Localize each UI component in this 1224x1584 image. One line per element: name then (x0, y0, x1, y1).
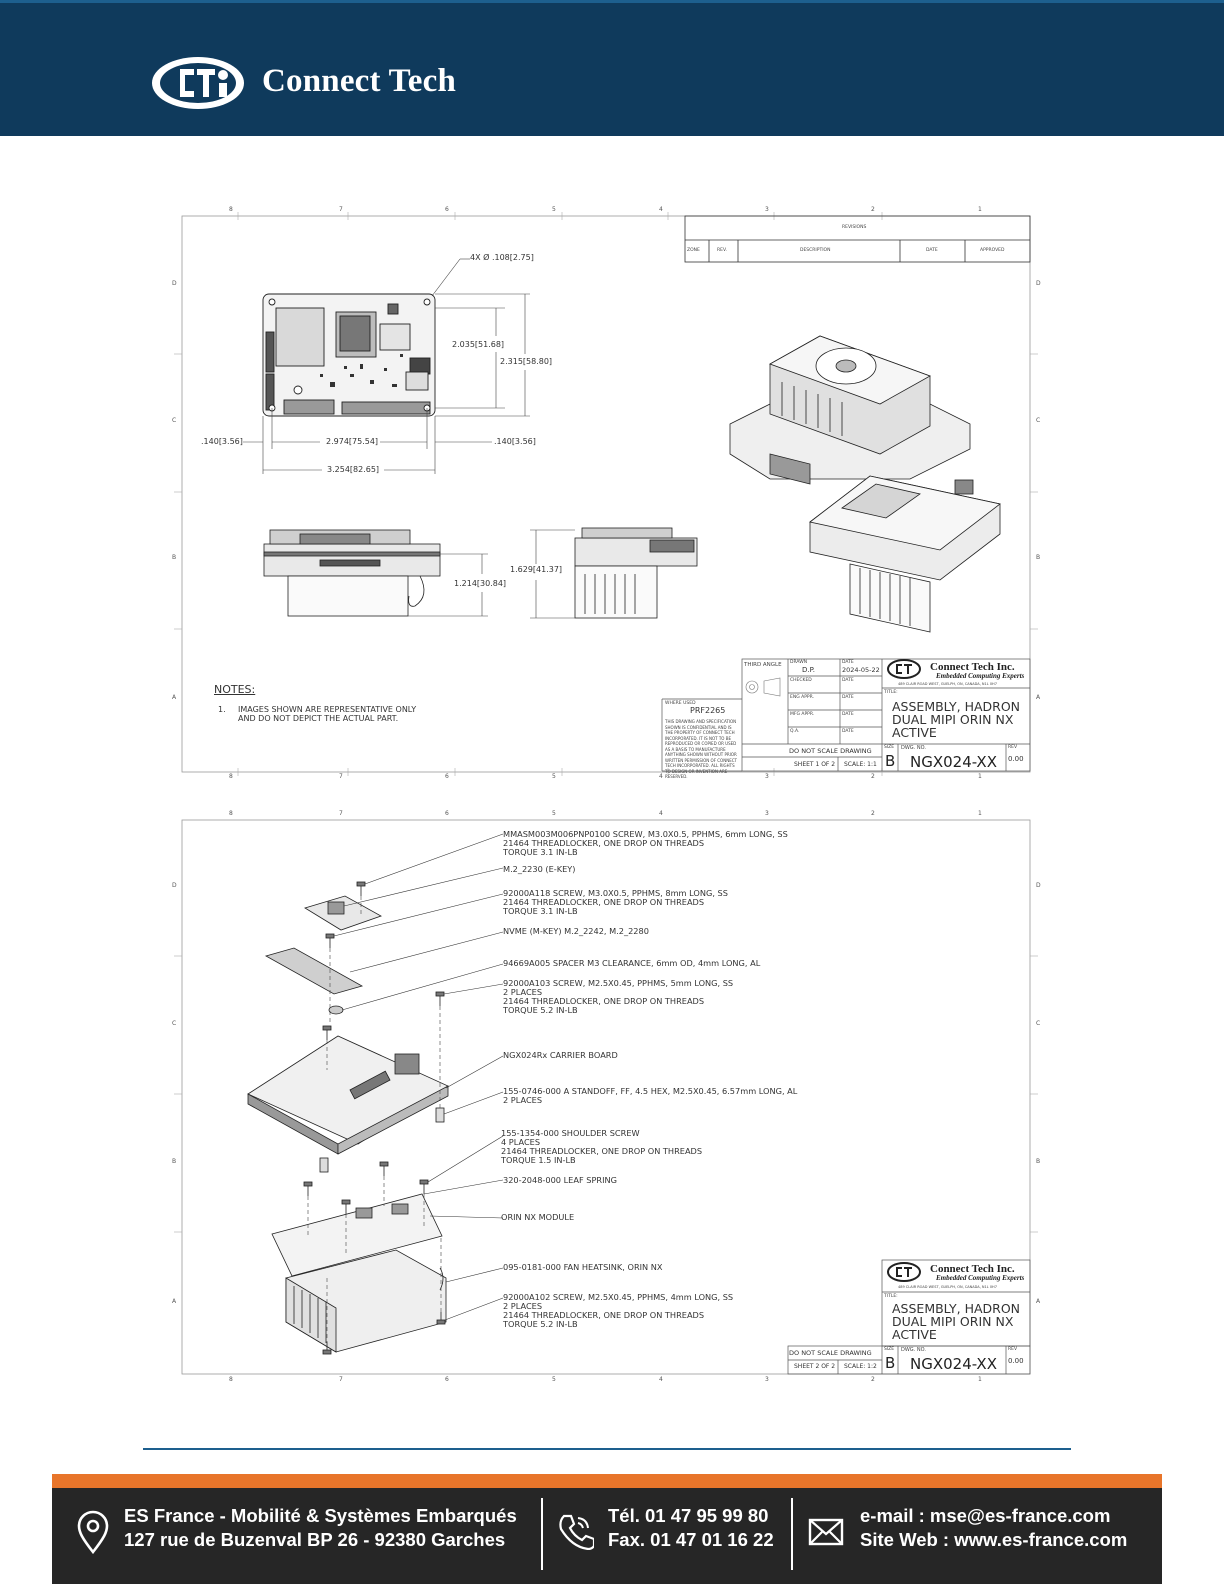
dim-width-outer: 3.254[82.65] (327, 465, 380, 474)
notes-line-2: AND DO NOT DEPICT THE ACTUAL PART. (238, 714, 399, 723)
sheet-number: SHEET 2 OF 2 (794, 1363, 836, 1370)
callout-carrier-board: NGX024Rx CARRIER BOARD (503, 1050, 618, 1060)
zone-label: D (172, 882, 177, 889)
callout-m25-screw: 92000A103 SCREW, M2.5X0.45, PPHMS, 5mm LONG, SS 2 PLACES 21464 THREADLOCKER, ONE DROP ON THREADS TORQUE 5.2 IN-LB (503, 978, 734, 1015)
date-label: DATE (842, 729, 854, 734)
notes-heading: NOTES: (214, 683, 256, 696)
drawing-sheet-1 (170, 204, 1050, 784)
footer-contact-block (860, 1504, 1127, 1552)
footer-divider (791, 1498, 793, 1570)
no-scale-label: DO NOT SCALE DRAWING (789, 1349, 872, 1357)
eng-appr-label: ENG APPR. (790, 695, 815, 700)
zone-label: 4 (659, 810, 663, 817)
zone-label: 2 (871, 810, 875, 817)
zone-label: 2 (871, 1376, 875, 1383)
dim-width-inner: 2.974[75.54] (326, 437, 379, 446)
scale-value: SCALE: 1:2 (844, 1363, 877, 1370)
drawing-title-line-3: ACTIVE (892, 1327, 937, 1342)
proprietary-notice: THIS DRAWING AND SPECIFICATION SHOWN IS CONFIDENTIAL AND IS THE PROPERTY OF CONNECT TECH INCORPORATED. IT IS NOT TO BE REPRODUCED OR COPIED OR USED AS A BASIS TO MANUFACTURE ANYTHING SHOWN WITHOUT PRIOR WRITTEN PERMISSION OF CONNECT TECH INCORPORATED. ALL RIGHTS TO DESIGN OR INVENTION ARE RESERVED. (665, 719, 737, 779)
company-address: 489 CLAIR ROAD WEST, GUELPH, ON, CANADA, N1L 0H7 (898, 1285, 997, 1289)
connect-tech-logo (150, 55, 246, 111)
zone-label: C (1036, 1020, 1041, 1027)
iso-heatsink-view (730, 336, 970, 484)
company-tagline: Embedded Computing Experts (936, 1274, 1025, 1282)
title-label: TITLE: (884, 1294, 898, 1299)
zone-label: A (1036, 694, 1041, 701)
size-label: SIZE (884, 1347, 895, 1352)
zone-label: 8 (229, 206, 233, 213)
zone-label: 5 (552, 1376, 556, 1383)
zone-label: 3 (765, 773, 769, 780)
zone-label: B (1036, 1158, 1041, 1165)
company-tagline: Embedded Computing Experts (936, 672, 1025, 680)
zone-label: 3 (765, 810, 769, 817)
zone-label: C (172, 417, 177, 424)
drawing-title-line-1: ASSEMBLY, HADRON (892, 699, 1021, 714)
zone-label: 7 (339, 810, 343, 817)
zone-label: B (172, 554, 177, 561)
zone-label: 8 (229, 773, 233, 780)
title-label: TITLE: (884, 690, 898, 695)
rev-value: 0.00 (1008, 755, 1024, 763)
zone-label: B (1036, 554, 1041, 561)
zone-label: 4 (659, 1376, 663, 1383)
location-pin-icon (76, 1510, 110, 1554)
callout-m3-screw: 92000A118 SCREW, M3.0X0.5, PPHMS, 8mm LONG, SS 21464 THREADLOCKER, ONE DROP ON THREADS TORQUE 3.1 IN-LB (503, 888, 728, 916)
callout-m2-ekey: M.2_2230 (E-KEY) (503, 864, 576, 874)
iso-board-view (810, 476, 1000, 632)
where-used-label: WHERE USED (665, 701, 696, 706)
callout-nvme: NVME (M-KEY) M.2_2242, M.2_2280 (503, 926, 649, 936)
zone-label: 6 (445, 773, 449, 780)
zone-label: 6 (445, 810, 449, 817)
zone-label: A (1036, 1298, 1041, 1305)
rev-col-description: DESCRIPTION (800, 248, 831, 253)
callout-spacer: 94669A005 SPACER M3 CLEARANCE, 6mm OD, 4mm LONG, AL (503, 958, 761, 968)
footer-company-block (124, 1504, 517, 1552)
zone-label: D (1036, 882, 1041, 889)
zone-label: 6 (445, 1376, 449, 1383)
zone-label: 3 (765, 206, 769, 213)
rev-col-zone: ZONE (687, 248, 700, 253)
date-label: DATE (842, 678, 854, 683)
size-value: B (885, 752, 896, 770)
zone-label: 3 (765, 1376, 769, 1383)
sheet1-drawing (170, 204, 1050, 784)
revisions-title: REVISIONS (842, 225, 867, 230)
footer-web[interactable]: Site Web : www.es-france.com (860, 1529, 1128, 1550)
callout-bottom-screw: 92000A102 SCREW, M2.5X0.45, PPHMS, 4mm LONG, SS 2 PLACES 21464 THREADLOCKER, ONE DROP ON THREADS TORQUE 5.2 IN-LB (503, 1292, 734, 1329)
zone-label: 8 (229, 810, 233, 817)
dim-side-height-2: 1.629[41.37] (510, 565, 563, 574)
drawing-title-line-2: DUAL MIPI ORIN NX (892, 712, 1014, 727)
no-scale-label: DO NOT SCALE DRAWING (789, 747, 872, 755)
zone-label: 8 (229, 1376, 233, 1383)
date-label: DATE (842, 695, 854, 700)
zone-label: 1 (978, 773, 982, 780)
size-value: B (885, 1354, 896, 1372)
zone-label: D (1036, 280, 1041, 287)
notes-line-1: IMAGES SHOWN ARE REPRESENTATIVE ONLY (238, 705, 417, 714)
dwg-no-label: DWG. NO. (901, 745, 926, 751)
zone-label: A (172, 1298, 177, 1305)
drawn-label: DRAWN (790, 660, 808, 665)
envelope-icon (808, 1518, 844, 1546)
zone-label: 7 (339, 206, 343, 213)
brand-name: Connect Tech (262, 63, 457, 99)
dim-height-inner: 2.035[51.68] (452, 340, 505, 349)
callout-leaf-spring: 320-2048-000 LEAF SPRING (503, 1175, 617, 1185)
company-name: Connect Tech Inc. (930, 1263, 1015, 1275)
checked-label: CHECKED (790, 678, 812, 683)
date-label: DATE (842, 712, 854, 717)
rev-label: REV (1008, 1347, 1018, 1352)
zone-label: A (172, 694, 177, 701)
sheet-number: SHEET 1 OF 2 (794, 761, 836, 768)
drawing-number: NGX024-XX (910, 753, 997, 771)
callout-standoff: 155-0746-000 A STANDOFF, FF, 4.5 HEX, M2.5X0.45, 6.57mm LONG, AL 2 PLACES (503, 1086, 798, 1105)
footer-tel[interactable]: Tél. 01 47 95 99 80 (608, 1505, 769, 1526)
zone-label: C (1036, 417, 1041, 424)
zone-label: 1 (978, 1376, 982, 1383)
mfg-appr-label: MFG APPR. (790, 712, 815, 717)
size-label: SIZE (884, 745, 895, 750)
drawing-title-line-2: DUAL MIPI ORIN NX (892, 1314, 1014, 1329)
dim-side-height-1: 1.214[30.84] (454, 579, 507, 588)
zone-label: 4 (659, 773, 663, 780)
drawing-number: NGX024-XX (910, 1355, 997, 1373)
rev-label: REV (1008, 745, 1018, 750)
page-footer (52, 1474, 1162, 1584)
date-value: 2024-05-22 (842, 666, 880, 674)
zone-label: 1 (978, 810, 982, 817)
zone-label: 5 (552, 810, 556, 817)
zone-label: 5 (552, 206, 556, 213)
zone-label: 1 (978, 206, 982, 213)
zone-label: 6 (445, 206, 449, 213)
company-address: 489 CLAIR ROAD WEST, GUELPH, ON, CANADA, N1L 0H7 (898, 682, 997, 686)
zone-label: 7 (339, 773, 343, 780)
rev-value: 0.00 (1008, 1357, 1024, 1365)
footer-company: ES France - Mobilité & Systèmes Embarqués (124, 1505, 517, 1526)
dim-right-offset: .140[3.56] (494, 437, 536, 446)
dim-left-offset: .140[3.56] (201, 437, 243, 446)
date-label: DATE (842, 660, 854, 665)
dim-hole: 4X Ø .108[2.75] (470, 253, 534, 262)
dwg-no-label: DWG. NO. (901, 1347, 926, 1353)
page-header (0, 0, 1224, 136)
third-angle-label: THIRD ANGLE (744, 662, 782, 668)
callout-shoulder-screw: 155-1354-000 SHOULDER SCREW 4 PLACES 21464 THREADLOCKER, ONE DROP ON THREADS TORQUE 1.5 IN-LB (501, 1128, 703, 1165)
footer-phone-block (608, 1504, 774, 1552)
footer-fax: Fax. 01 47 01 16 22 (608, 1529, 774, 1550)
callout-orin-module: ORIN NX MODULE (501, 1212, 575, 1222)
drawing-sheet-2 (170, 808, 1050, 1398)
phone-icon (556, 1512, 594, 1550)
zone-label: 2 (871, 773, 875, 780)
where-used-value: PRF2265 (690, 706, 726, 715)
dim-height-outer: 2.315[58.80] (500, 357, 553, 366)
rev-col-rev: REV. (717, 248, 727, 253)
zone-label: B (172, 1158, 177, 1165)
zone-label: 4 (659, 206, 663, 213)
rev-col-approved: APPROVED (980, 248, 1005, 253)
footer-address: 127 rue de Buzenval BP 26 - 92380 Garches (124, 1529, 506, 1550)
rev-col-date: DATE (926, 248, 938, 253)
callout-fan-heatsink: 095-0181-000 FAN HEATSINK, ORIN NX (503, 1262, 663, 1272)
zone-label: 5 (552, 773, 556, 780)
zone-label: D (172, 280, 177, 287)
footer-separator-line (143, 1448, 1071, 1450)
scale-value: SCALE: 1:1 (844, 761, 877, 768)
zone-label: 7 (339, 1376, 343, 1383)
callout-top-screw: MMASM003M006PNP0100 SCREW, M3.0X0.5, PPHMS, 6mm LONG, SS 21464 THREADLOCKER, ONE DROP ON THREADS TORQUE 3.1 IN-LB (503, 829, 788, 857)
footer-divider (541, 1498, 543, 1570)
zone-label: C (172, 1020, 177, 1027)
notes-number: 1. (218, 705, 226, 714)
zone-label: 2 (871, 206, 875, 213)
drawing-title-line-1: ASSEMBLY, HADRON (892, 1301, 1021, 1316)
drawing-title-line-3: ACTIVE (892, 725, 937, 740)
footer-email[interactable]: e-mail : mse@es-france.com (860, 1505, 1111, 1526)
company-name: Connect Tech Inc. (930, 661, 1015, 673)
drawn-value: D.P. (802, 666, 815, 674)
qa-label: Q.A. (790, 729, 800, 734)
